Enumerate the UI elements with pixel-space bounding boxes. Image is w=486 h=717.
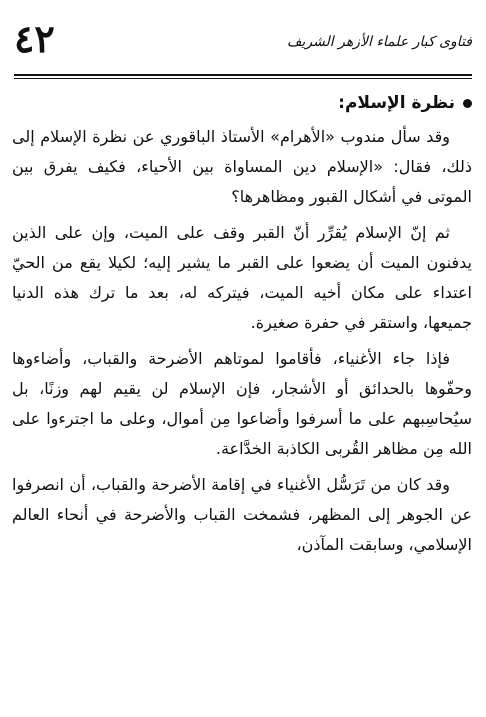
bullet-icon — [463, 99, 472, 108]
page-body — [12, 88, 472, 711]
paragraph: وقد سأل مندوب «الأهرام» الأستاذ الباقوري عن نظرة الإسلام إلى ذلك، فقال: «الإسلام دين المساواة بين الأحياء، فكيف يفرق بين الموتى في أشكال القبور ومظاهرها؟ — [12, 127, 472, 206]
page-number: ٤٢ — [14, 16, 55, 61]
header-rule — [14, 74, 472, 76]
section-heading-text: نظرة الإسلام: — [338, 93, 455, 113]
section-heading — [12, 88, 472, 118]
paragraph: وقد كان من تَرَسُّل الأغنياء في إقامة الأضرحة والقباب، أن انصرفوا عن الجوهر إلى المظهر، فشمخت القباب والأضرحة في أنحاء العالم الإسلامي، وسابقت المآذن، — [12, 475, 472, 554]
running-title: فتاوى كبار علماء الأزهر الشريف — [286, 34, 472, 50]
header-rule-thin — [14, 78, 472, 79]
paragraph: ثم إنّ الإسلام يُقرِّر أنّ القبر وقف على الميت، وإن على الذين يدفنون الميت أن يضعوا على القبر ما يشير إليه؛ لكيلا يقع من الحيّ اعتداء على مكان أخيه الميت، فيتركه له، بعد ما ترك هذه الدنيا جميعها، واستقر في حفرة صغيرة. — [12, 223, 472, 332]
page-header — [14, 14, 472, 74]
paragraph: فإذا جاء الأغنياء، فأقاموا لموتاهم الأضرحة والقباب، وأضاءوها وحفّوها بالحدائق أو الأشجار، فإن الإسلام لن يقيم لهم وزنًا، بل سيُحاسِبهم على ما أسرفوا وأضاعوا مِن أموال، وعلى ما اجترءوا على الله مِن مظاهر القُربى الكاذبة الخدَّاعة. — [12, 349, 472, 458]
